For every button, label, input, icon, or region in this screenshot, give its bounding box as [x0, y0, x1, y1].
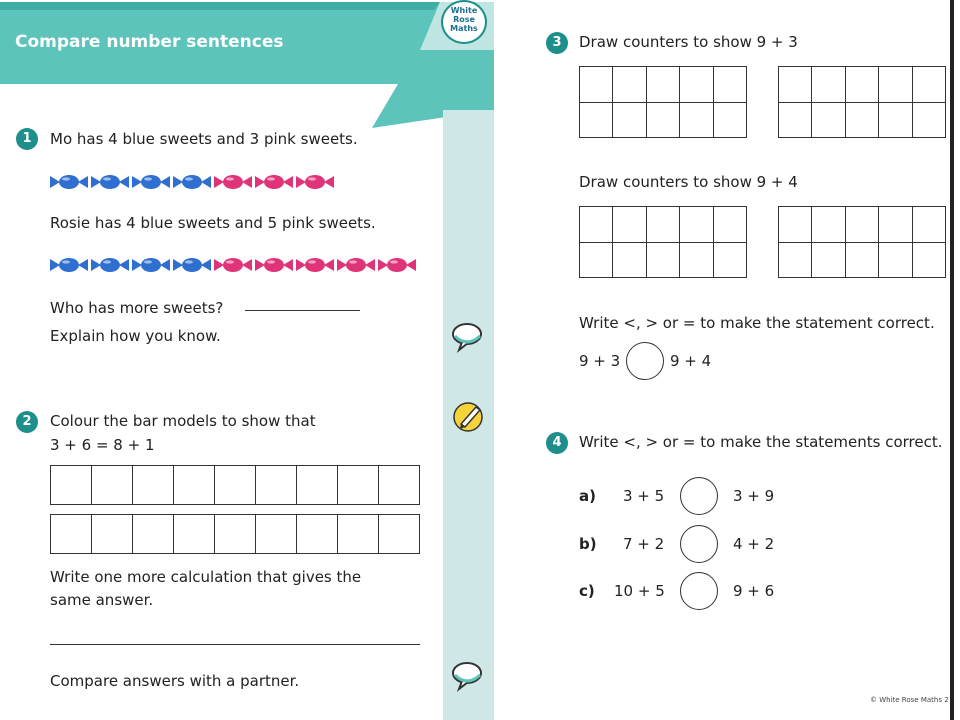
ten-frame-cell[interactable] — [779, 102, 812, 138]
ten-frame-cell[interactable] — [613, 102, 646, 138]
blue-sweet-icon — [132, 175, 170, 189]
question-number: 3 — [546, 32, 568, 54]
ten-frame-cell[interactable] — [646, 102, 679, 138]
ten-frame-cell[interactable] — [580, 207, 613, 243]
ten-frame-cell[interactable] — [912, 242, 945, 278]
q2-line-1: Colour the bar models to show that — [50, 412, 316, 430]
ten-frame-cell[interactable] — [879, 102, 912, 138]
ten-frame-cell[interactable] — [646, 67, 679, 103]
q3-write: Write <, > or = to make the statement correct. — [579, 314, 935, 332]
ten-frame-cell[interactable] — [613, 242, 646, 278]
ten-frame-cell[interactable] — [812, 67, 845, 103]
ten-frame-cell[interactable] — [779, 242, 812, 278]
ten-frame-cell[interactable] — [912, 207, 945, 243]
ten-frame-cell[interactable] — [845, 207, 878, 243]
q1-question: Who has more sweets? — [50, 299, 224, 317]
pencil-icon — [452, 400, 486, 434]
bar-cell[interactable] — [297, 466, 338, 505]
ten-frame-cell[interactable] — [680, 242, 713, 278]
logo-line-1: White — [450, 6, 478, 15]
rosie-sweets — [50, 256, 419, 274]
ten-frame-cell[interactable] — [580, 102, 613, 138]
logo-line-2: Rose — [453, 15, 475, 24]
q4-item-right: 4 + 2 — [733, 535, 775, 553]
question-number: 2 — [16, 411, 38, 433]
q4-item-label: b) — [579, 535, 597, 553]
ten-frame[interactable] — [778, 66, 946, 138]
blue-sweet-icon — [91, 258, 129, 272]
bar-cell[interactable] — [256, 466, 297, 505]
pink-sweet-icon — [378, 258, 416, 272]
ten-frame-cell[interactable] — [845, 102, 878, 138]
blue-sweet-icon — [173, 175, 211, 189]
ten-frame-cell[interactable] — [580, 242, 613, 278]
ten-frame[interactable] — [579, 206, 747, 278]
bar-cell[interactable] — [174, 466, 215, 505]
comparison-circle[interactable] — [680, 477, 718, 515]
question-number: 1 — [16, 128, 38, 150]
header-banner — [0, 0, 500, 130]
ten-frame-cell[interactable] — [879, 242, 912, 278]
speech-bubble-icon — [450, 657, 486, 693]
blue-sweet-icon — [91, 175, 129, 189]
ten-frame-cell[interactable] — [845, 242, 878, 278]
pink-sweet-icon — [296, 258, 334, 272]
ten-frame-cell[interactable] — [713, 207, 746, 243]
bar-model[interactable] — [50, 465, 420, 505]
bar-cell[interactable] — [51, 515, 92, 554]
ten-frame-cell[interactable] — [879, 67, 912, 103]
answer-line[interactable] — [245, 310, 360, 311]
q4-item-right: 9 + 6 — [733, 582, 775, 600]
q4-item-left: 3 + 5 — [623, 487, 665, 505]
copyright: © White Rose Maths 2 — [870, 696, 949, 704]
q4-item-label: a) — [579, 487, 596, 505]
q4-instruction: Write <, > or = to make the statements correct. — [579, 433, 943, 451]
logo-line-3: Maths — [450, 24, 478, 33]
ten-frame[interactable] — [778, 206, 946, 278]
bar-cell[interactable] — [338, 466, 379, 505]
blue-sweet-icon — [132, 258, 170, 272]
q2-more-1: Write one more calculation that gives the — [50, 568, 362, 586]
q3-draw-1: Draw counters to show 9 + 3 — [579, 33, 798, 51]
bar-cell[interactable] — [51, 466, 92, 505]
q2-more-2: same answer. — [50, 591, 154, 609]
bar-cell[interactable] — [92, 466, 133, 505]
bar-cell[interactable] — [338, 515, 379, 554]
q1-line-2: Rosie has 4 blue sweets and 5 pink sweets. — [50, 214, 376, 232]
q3-left-expression: 9 + 3 — [579, 352, 621, 370]
ten-frame-cell[interactable] — [812, 242, 845, 278]
q4-item-right: 3 + 9 — [733, 487, 775, 505]
ten-frame-cell[interactable] — [845, 67, 878, 103]
ten-frame-cell[interactable] — [812, 207, 845, 243]
ten-frame-cell[interactable] — [680, 102, 713, 138]
bar-cell[interactable] — [174, 515, 215, 554]
pink-sweet-icon — [214, 258, 252, 272]
bar-cell[interactable] — [215, 515, 256, 554]
blue-sweet-icon — [50, 175, 88, 189]
speech-bubble-icon — [450, 318, 486, 354]
ten-frame-cell[interactable] — [879, 207, 912, 243]
ten-frame-cell[interactable] — [580, 67, 613, 103]
blue-sweet-icon — [50, 258, 88, 272]
mo-sweets — [50, 173, 337, 191]
pink-sweet-icon — [214, 175, 252, 189]
ten-frame-cell[interactable] — [912, 67, 945, 103]
blue-sweet-icon — [173, 258, 211, 272]
q2-equation: 3 + 6 = 8 + 1 — [50, 436, 155, 454]
ten-frame-cell[interactable] — [646, 207, 679, 243]
comparison-circle[interactable] — [626, 342, 664, 380]
q4-item-left: 10 + 5 — [614, 582, 665, 600]
answer-line[interactable] — [50, 644, 420, 645]
page-title: Compare number sentences — [15, 32, 284, 52]
ten-frame-cell[interactable] — [680, 67, 713, 103]
bar-cell[interactable] — [297, 515, 338, 554]
pink-sweet-icon — [337, 258, 375, 272]
ten-frame-cell[interactable] — [779, 67, 812, 103]
bar-cell[interactable] — [379, 515, 420, 554]
bar-model[interactable] — [50, 514, 420, 554]
bar-cell[interactable] — [215, 466, 256, 505]
white-rose-maths-logo — [441, 0, 487, 44]
bar-cell[interactable] — [133, 515, 174, 554]
bar-cell[interactable] — [133, 466, 174, 505]
ten-frame-cell[interactable] — [613, 67, 646, 103]
pink-sweet-icon — [255, 175, 293, 189]
ten-frame-cell[interactable] — [713, 67, 746, 103]
ten-frame[interactable] — [579, 66, 747, 138]
q4-item-label: c) — [579, 582, 595, 600]
q4-item-left: 7 + 2 — [623, 535, 665, 553]
ten-frame-cell[interactable] — [912, 102, 945, 138]
comparison-circle[interactable] — [680, 572, 718, 610]
ten-frame-cell[interactable] — [713, 102, 746, 138]
ten-frame-cell[interactable] — [779, 207, 812, 243]
ten-frame-cell[interactable] — [680, 207, 713, 243]
ten-frame-cell[interactable] — [713, 242, 746, 278]
pink-sweet-icon — [296, 175, 334, 189]
page-edge — [950, 0, 954, 720]
q3-right-expression: 9 + 4 — [670, 352, 712, 370]
question-number: 4 — [546, 432, 568, 454]
ten-frame-cell[interactable] — [646, 242, 679, 278]
q3-draw-2: Draw counters to show 9 + 4 — [579, 173, 798, 191]
ten-frame-cell[interactable] — [812, 102, 845, 138]
ten-frame-cell[interactable] — [613, 207, 646, 243]
pink-sweet-icon — [255, 258, 293, 272]
q1-explain: Explain how you know. — [50, 327, 221, 345]
q2-compare: Compare answers with a partner. — [50, 672, 300, 690]
bar-cell[interactable] — [379, 466, 420, 505]
bar-cell[interactable] — [92, 515, 133, 554]
q1-line-1: Mo has 4 blue sweets and 3 pink sweets. — [50, 130, 358, 148]
comparison-circle[interactable] — [680, 525, 718, 563]
bar-cell[interactable] — [256, 515, 297, 554]
